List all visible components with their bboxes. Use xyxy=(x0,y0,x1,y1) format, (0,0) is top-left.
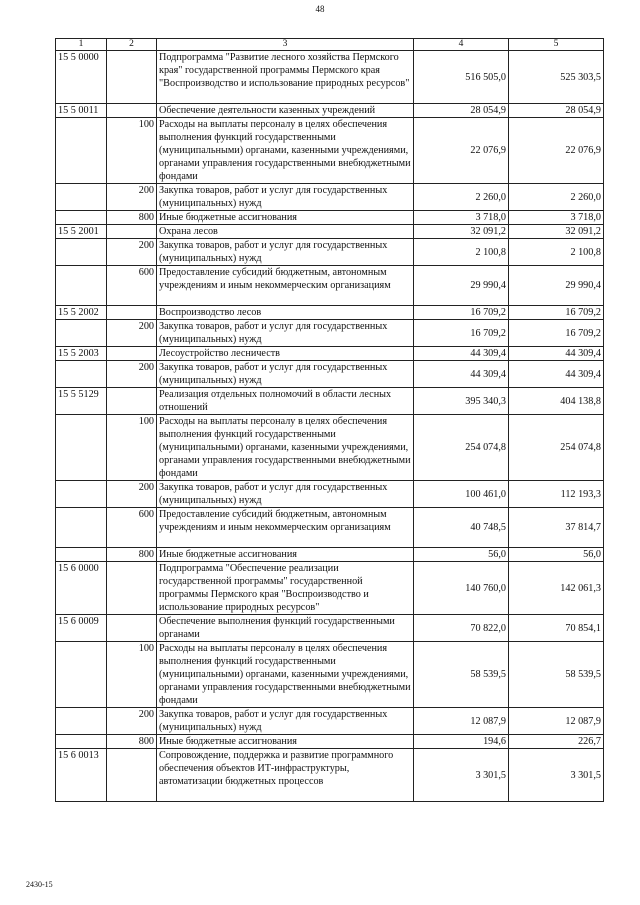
table-row xyxy=(56,51,604,104)
vr-code-cell xyxy=(107,306,157,320)
table-row xyxy=(56,184,604,211)
table-row xyxy=(56,347,604,361)
table-row xyxy=(56,562,604,615)
vr-code-cell: 800 xyxy=(107,735,157,749)
vr-code-cell: 200 xyxy=(107,708,157,735)
csr-code-cell: 15 5 0000 xyxy=(56,51,107,104)
table-header-row xyxy=(56,39,604,51)
amount-2016-cell: 28 054,9 xyxy=(414,104,509,118)
item-name-cell: Подпрограмма "Обеспечение реализации государственной программы" государственной программы Пермского края "Воспроизводство и использование природных ресурсов" xyxy=(157,562,414,615)
item-name-cell: Реализация отдельных полномочий в области лесных отношений xyxy=(157,388,414,415)
amount-2017-cell: 22 076,9 xyxy=(509,118,604,184)
budget-table xyxy=(55,38,604,802)
table-row xyxy=(56,225,604,239)
csr-code-cell xyxy=(56,708,107,735)
csr-code-cell xyxy=(56,481,107,508)
vr-code-cell: 200 xyxy=(107,481,157,508)
amount-2016-cell: 40 748,5 xyxy=(414,508,509,548)
amount-2016-cell: 2 100,8 xyxy=(414,239,509,266)
table-row xyxy=(56,642,604,708)
amount-2017-cell: 37 814,7 xyxy=(509,508,604,548)
header-cell: 2 xyxy=(107,39,157,51)
table-row xyxy=(56,388,604,415)
table-row xyxy=(56,320,604,347)
amount-2016-cell: 100 461,0 xyxy=(414,481,509,508)
item-name-cell: Охрана лесов xyxy=(157,225,414,239)
item-name-cell: Подпрограмма "Развитие лесного хозяйства Пермского края" государственной программы Пермского края "Воспроизводство и использование природных ресурсов" xyxy=(157,51,414,104)
vr-code-cell xyxy=(107,388,157,415)
item-name-cell: Иные бюджетные ассигнования xyxy=(157,735,414,749)
amount-2016-cell: 140 760,0 xyxy=(414,562,509,615)
amount-2016-cell: 194,6 xyxy=(414,735,509,749)
csr-code-cell xyxy=(56,735,107,749)
amount-2016-cell: 16 709,2 xyxy=(414,320,509,347)
amount-2016-cell: 44 309,4 xyxy=(414,361,509,388)
amount-2016-cell: 395 340,3 xyxy=(414,388,509,415)
table-row xyxy=(56,415,604,481)
header-cell: 4 xyxy=(414,39,509,51)
amount-2017-cell: 3 301,5 xyxy=(509,749,604,802)
table-row xyxy=(56,735,604,749)
amount-2017-cell: 404 138,8 xyxy=(509,388,604,415)
item-name-cell: Расходы на выплаты персоналу в целях обеспечения выполнения функций государственными (муниципальными) органами, казенными учреждениями, органами управления государственными внебюджетными фондами xyxy=(157,415,414,481)
table-row xyxy=(56,239,604,266)
amount-2016-cell: 32 091,2 xyxy=(414,225,509,239)
amount-2016-cell: 12 087,9 xyxy=(414,708,509,735)
amount-2016-cell: 22 076,9 xyxy=(414,118,509,184)
item-name-cell: Иные бюджетные ассигнования xyxy=(157,548,414,562)
amount-2016-cell: 3 301,5 xyxy=(414,749,509,802)
amount-2017-cell: 56,0 xyxy=(509,548,604,562)
amount-2017-cell: 3 718,0 xyxy=(509,211,604,225)
amount-2016-cell: 58 539,5 xyxy=(414,642,509,708)
item-name-cell: Закупка товаров, работ и услуг для государственных (муниципальных) нужд xyxy=(157,184,414,211)
amount-2017-cell: 44 309,4 xyxy=(509,361,604,388)
csr-code-cell xyxy=(56,239,107,266)
vr-code-cell: 200 xyxy=(107,320,157,347)
amount-2017-cell: 44 309,4 xyxy=(509,347,604,361)
vr-code-cell xyxy=(107,225,157,239)
csr-code-cell xyxy=(56,266,107,306)
csr-code-cell: 15 5 2001 xyxy=(56,225,107,239)
csr-code-cell xyxy=(56,320,107,347)
page-number: 48 xyxy=(315,4,325,14)
vr-code-cell: 200 xyxy=(107,239,157,266)
amount-2017-cell: 226,7 xyxy=(509,735,604,749)
vr-code-cell xyxy=(107,104,157,118)
item-name-cell: Закупка товаров, работ и услуг для государственных (муниципальных) нужд xyxy=(157,361,414,388)
amount-2017-cell: 32 091,2 xyxy=(509,225,604,239)
table-row xyxy=(56,211,604,225)
item-name-cell: Обеспечение выполнения функций государственными органами xyxy=(157,615,414,642)
table-row xyxy=(56,615,604,642)
vr-code-cell: 200 xyxy=(107,184,157,211)
amount-2017-cell: 254 074,8 xyxy=(509,415,604,481)
vr-code-cell: 100 xyxy=(107,118,157,184)
item-name-cell: Лесоустройство лесничеств xyxy=(157,347,414,361)
csr-code-cell: 15 5 2003 xyxy=(56,347,107,361)
vr-code-cell xyxy=(107,615,157,642)
item-name-cell: Воспроизводство лесов xyxy=(157,306,414,320)
vr-code-cell: 600 xyxy=(107,508,157,548)
amount-2016-cell: 44 309,4 xyxy=(414,347,509,361)
vr-code-cell: 100 xyxy=(107,415,157,481)
amount-2016-cell: 3 718,0 xyxy=(414,211,509,225)
item-name-cell: Обеспечение деятельности казенных учреждений xyxy=(157,104,414,118)
amount-2016-cell: 254 074,8 xyxy=(414,415,509,481)
item-name-cell: Сопровождение, поддержка и развитие программного обеспечения объектов ИТ-инфраструктуры, автоматизации бюджетных процессов xyxy=(157,749,414,802)
header-cell: 5 xyxy=(509,39,604,51)
item-name-cell: Расходы на выплаты персоналу в целях обеспечения выполнения функций государственными (муниципальными) органами, казенными учреждениями, органами управления государственными внебюджетными фондами xyxy=(157,642,414,708)
vr-code-cell: 200 xyxy=(107,361,157,388)
vr-code-cell: 100 xyxy=(107,642,157,708)
item-name-cell: Расходы на выплаты персоналу в целях обеспечения выполнения функций государственными (муниципальными) органами, казенными учреждениями, органами управления государственными внебюджетными фондами xyxy=(157,118,414,184)
table-row xyxy=(56,749,604,802)
vr-code-cell: 800 xyxy=(107,548,157,562)
table-row xyxy=(56,306,604,320)
table-row xyxy=(56,548,604,562)
csr-code-cell xyxy=(56,415,107,481)
amount-2017-cell: 58 539,5 xyxy=(509,642,604,708)
amount-2016-cell: 29 990,4 xyxy=(414,266,509,306)
vr-code-cell: 600 xyxy=(107,266,157,306)
csr-code-cell xyxy=(56,211,107,225)
amount-2017-cell: 28 054,9 xyxy=(509,104,604,118)
amount-2017-cell: 16 709,2 xyxy=(509,306,604,320)
item-name-cell: Предоставление субсидий бюджетным, автономным учреждениям и иным некоммерческим организациям xyxy=(157,508,414,548)
amount-2016-cell: 70 822,0 xyxy=(414,615,509,642)
csr-code-cell: 15 6 0009 xyxy=(56,615,107,642)
table-row xyxy=(56,361,604,388)
vr-code-cell xyxy=(107,562,157,615)
amount-2017-cell: 29 990,4 xyxy=(509,266,604,306)
amount-2016-cell: 56,0 xyxy=(414,548,509,562)
table-row xyxy=(56,708,604,735)
csr-code-cell xyxy=(56,508,107,548)
csr-code-cell xyxy=(56,361,107,388)
csr-code-cell xyxy=(56,184,107,211)
csr-code-cell: 15 5 5129 xyxy=(56,388,107,415)
item-name-cell: Предоставление субсидий бюджетным, автономным учреждениям и иным некоммерческим организациям xyxy=(157,266,414,306)
item-name-cell: Закупка товаров, работ и услуг для государственных (муниципальных) нужд xyxy=(157,320,414,347)
amount-2016-cell: 2 260,0 xyxy=(414,184,509,211)
item-name-cell: Иные бюджетные ассигнования xyxy=(157,211,414,225)
csr-code-cell xyxy=(56,548,107,562)
csr-code-cell: 15 6 0000 xyxy=(56,562,107,615)
item-name-cell: Закупка товаров, работ и услуг для государственных (муниципальных) нужд xyxy=(157,708,414,735)
vr-code-cell xyxy=(107,51,157,104)
table-row xyxy=(56,508,604,548)
csr-code-cell: 15 6 0013 xyxy=(56,749,107,802)
amount-2017-cell: 2 100,8 xyxy=(509,239,604,266)
table-row xyxy=(56,481,604,508)
item-name-cell: Закупка товаров, работ и услуг для государственных (муниципальных) нужд xyxy=(157,239,414,266)
amount-2017-cell: 142 061,3 xyxy=(509,562,604,615)
amount-2017-cell: 112 193,3 xyxy=(509,481,604,508)
csr-code-cell: 15 5 0011 xyxy=(56,104,107,118)
csr-code-cell xyxy=(56,118,107,184)
amount-2017-cell: 70 854,1 xyxy=(509,615,604,642)
header-cell: 1 xyxy=(56,39,107,51)
amount-2017-cell: 525 303,5 xyxy=(509,51,604,104)
amount-2017-cell: 16 709,2 xyxy=(509,320,604,347)
vr-code-cell xyxy=(107,749,157,802)
table-row xyxy=(56,104,604,118)
vr-code-cell: 800 xyxy=(107,211,157,225)
vr-code-cell xyxy=(107,347,157,361)
csr-code-cell: 15 5 2002 xyxy=(56,306,107,320)
table-row xyxy=(56,266,604,306)
document-code: 2430-15 xyxy=(26,880,53,889)
amount-2017-cell: 12 087,9 xyxy=(509,708,604,735)
amount-2016-cell: 516 505,0 xyxy=(414,51,509,104)
item-name-cell: Закупка товаров, работ и услуг для государственных (муниципальных) нужд xyxy=(157,481,414,508)
table-row xyxy=(56,118,604,184)
amount-2017-cell: 2 260,0 xyxy=(509,184,604,211)
amount-2016-cell: 16 709,2 xyxy=(414,306,509,320)
header-cell: 3 xyxy=(157,39,414,51)
csr-code-cell xyxy=(56,642,107,708)
